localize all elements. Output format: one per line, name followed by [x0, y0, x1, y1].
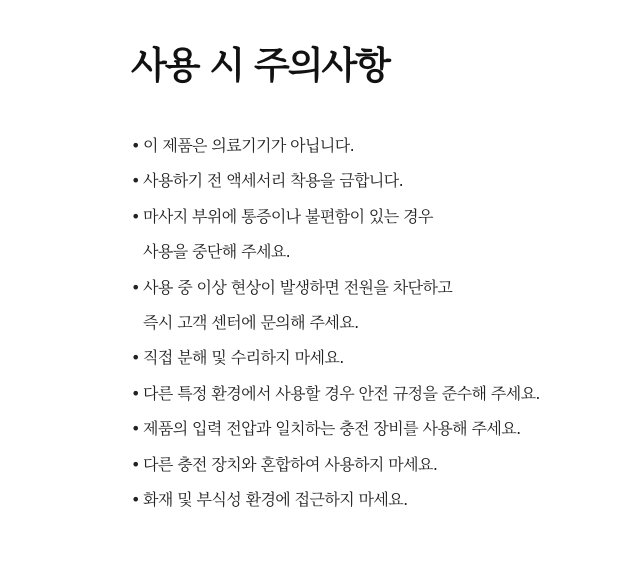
precaution-item-4 — [131, 270, 631, 341]
precaution-text — [143, 482, 408, 517]
precaution-text — [143, 340, 344, 375]
page-title: 사용 시 주의사항 — [131, 44, 389, 87]
precaution-item-3 — [131, 199, 631, 270]
bullet-icon: • — [131, 348, 140, 368]
precaution-line: 다른 특정 환경에서 사용할 경우 안전 규정을 준수해 주세요. — [143, 383, 540, 403]
precaution-text — [143, 376, 540, 411]
precaution-text — [143, 411, 521, 446]
precautions-section — [131, 40, 631, 517]
precaution-item-7 — [131, 411, 631, 446]
precaution-line: 사용을 중단해 주세요. — [143, 242, 291, 262]
precaution-item-1 — [131, 128, 631, 163]
precaution-text — [143, 447, 437, 482]
precaution-line: 이 제품은 의료기기가 아닙니다. — [143, 136, 355, 155]
bullet-icon: • — [131, 454, 140, 474]
precaution-line: 다른 충전 장치와 혼합하여 사용하지 마세요. — [143, 454, 438, 474]
bullet-icon: • — [131, 490, 140, 510]
precaution-line: 즉시 고객 센터에 문의해 주세요. — [143, 313, 359, 333]
bullet-icon: • — [131, 206, 140, 226]
bullet-icon: • — [131, 383, 140, 403]
precaution-text — [143, 270, 452, 341]
precaution-text — [143, 163, 403, 198]
precaution-item-9 — [131, 482, 631, 517]
precaution-item-6 — [131, 376, 631, 411]
precaution-line: 직접 분해 및 수리하지 마세요. — [143, 348, 344, 368]
precaution-item-2 — [131, 163, 631, 198]
precaution-line: 사용하기 전 액세서리 착용을 금합니다. — [143, 171, 404, 191]
bullet-icon: • — [131, 419, 140, 439]
precaution-item-5 — [131, 340, 631, 375]
bullet-icon: • — [131, 136, 140, 155]
precaution-line: 마사지 부위에 통증이나 불편함이 있는 경우 — [143, 206, 433, 226]
precautions-list — [131, 128, 631, 517]
bullet-icon: • — [131, 277, 140, 297]
precaution-line: 제품의 입력 전압과 일치하는 충전 장비를 사용해 주세요. — [143, 419, 521, 439]
precaution-text — [143, 199, 433, 270]
precaution-text — [143, 128, 354, 163]
precaution-line: 화재 및 부식성 환경에 접근하지 마세요. — [143, 490, 408, 510]
precaution-line: 사용 중 이상 현상이 발생하면 전원을 차단하고 — [143, 277, 453, 297]
precaution-item-8 — [131, 447, 631, 482]
bullet-icon: • — [131, 171, 140, 191]
